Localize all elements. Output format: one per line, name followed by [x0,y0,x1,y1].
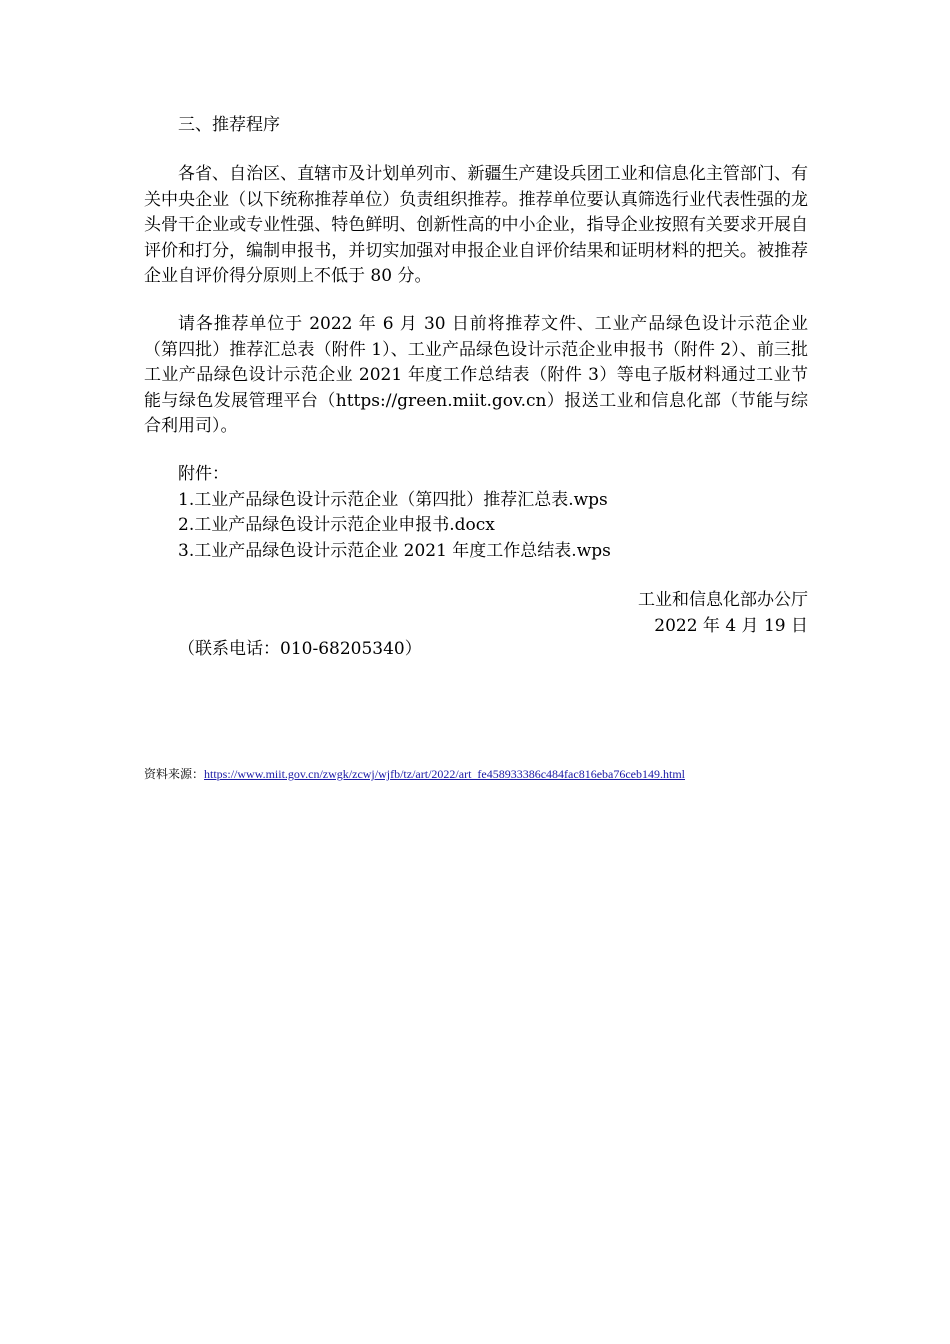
attachment-item-2: 2.工业产品绿色设计示范企业申报书.docx [178,515,495,535]
signature-block [144,588,808,639]
attachments-list [144,462,808,564]
issue-date: 2022 年 4 月 19 日 [654,615,808,636]
attachments-label: 附件： [178,464,229,484]
section-heading: 三、推荐程序 [178,115,280,135]
attachment-item-1: 1.工业产品绿色设计示范企业（第四批）推荐汇总表.wps [178,489,608,510]
attachment-item-3: 3.工业产品绿色设计示范企业 2021 年度工作总结表.wps [178,540,611,561]
source-label: 资料来源： [144,767,205,781]
recommendation-procedure-paragraph: 各省、自治区、直辖市及计划单列市、新疆生产建设兵团工业和信息化主管部门、有关中央企业（以下统称推荐单位）负责组织推荐。推荐单位要认真筛选行业代表性强的龙头骨干企业或专业性强、特色鲜明、创新性高的中小企业，指导企业按照有关要求开展自评价和打分，编制申报书，并切实加强对申报企业自评价结果和证明材料的把关。被推荐企业自评价得分原则上不低于 80 分。 [144,164,808,286]
issuer-name: 工业和信息化部办公厅 [638,590,808,610]
contact-phone: （联系电话：010-68205340） [178,639,422,659]
source-link[interactable]: https://www.miit.gov.cn/zwgk/zcwj/wjfb/tz/art/2022/art_fe458933386c484fac816eba76ceb149.html [204,767,686,781]
source-note [144,765,824,783]
submission-instructions-paragraph: 请各推荐单位于 2022 年 6 月 30 日前将推荐文件、工业产品绿色设计示范企业（第四批）推荐汇总表（附件 1）、工业产品绿色设计示范企业申报书（附件 2）、前三批工业产品绿色设计示范企业 2021 年度工作总结表（附件 3）等电子版材料通过工业节能与绿色发展管理平台（https://green.miit.gov.cn）报送工业和信息化部（节能与综合利用司）。 [144,314,808,436]
